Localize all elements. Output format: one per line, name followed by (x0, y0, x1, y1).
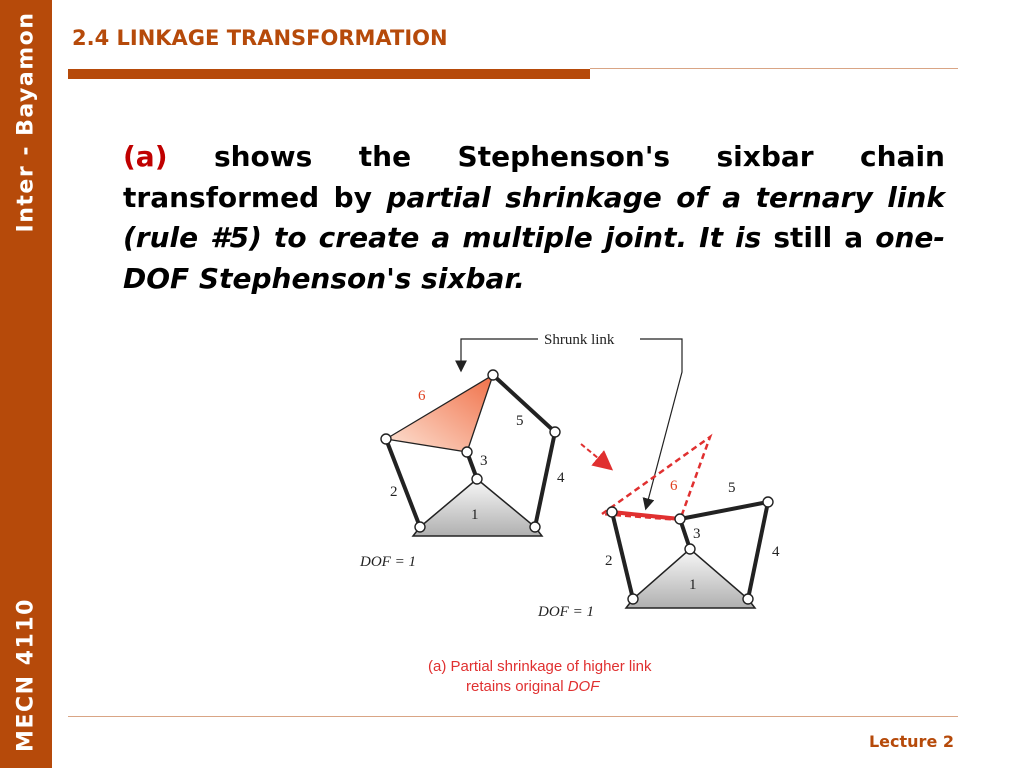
left-label-5: 5 (516, 413, 524, 429)
slide-title: 2.4 LINKAGE TRANSFORMATION (72, 26, 448, 50)
title-underline-rule (590, 68, 958, 69)
diagram-caption-line-2 (466, 678, 600, 695)
linkage-diagram (350, 322, 810, 697)
left-joint (415, 522, 425, 532)
left-joint (462, 447, 472, 457)
right-joint (675, 514, 685, 524)
left-link-4 (535, 432, 555, 527)
right-joint (763, 497, 773, 507)
left-joint (488, 370, 498, 380)
transform-arrow (581, 444, 610, 468)
left-joint (530, 522, 540, 532)
sidebar-institution: Inter - Bayamon (13, 11, 39, 233)
right-joint (607, 507, 617, 517)
title-underline-bar (68, 69, 590, 79)
right-joint (628, 594, 638, 604)
sidebar-course-code: MECN 4110 (13, 598, 39, 752)
figure-label: (a) (123, 140, 168, 173)
left-joint (550, 427, 560, 437)
right-link-5 (680, 502, 768, 519)
right-label-6: 6 (670, 478, 678, 494)
body-text-1: shows the Stephenson's sixbar chain transformed by (123, 140, 945, 214)
diagram-caption-line-1: (a) Partial shrinkage of higher link (428, 658, 652, 675)
body-text-italic-2: one-DOF Stephenson's sixbar. (123, 221, 946, 295)
right-label-4: 4 (772, 544, 780, 560)
left-label-3: 3 (480, 453, 488, 469)
shrunk-arrow-left (461, 339, 538, 370)
right-label-3: 3 (693, 526, 701, 542)
right-label-5: 5 (728, 480, 736, 496)
right-label-1: 1 (689, 577, 697, 593)
footer-lecture: Lecture 2 (868, 732, 954, 751)
caption-line-2-text: retains original (466, 678, 568, 695)
left-label-6: 6 (418, 388, 426, 404)
right-link-6-dashed (602, 437, 710, 520)
left-mechanism (359, 370, 565, 570)
right-label-2: 2 (605, 553, 613, 569)
left-link-6 (386, 375, 493, 452)
shrunk-link-label: Shrunk link (544, 332, 615, 348)
footer-rule (68, 716, 958, 717)
body-text-2: still a (761, 221, 876, 254)
caption-line-2-italic: DOF (567, 678, 600, 695)
left-dof-label: DOF = 1 (360, 554, 416, 570)
left-joint (381, 434, 391, 444)
body-paragraph (123, 137, 945, 299)
left-joint (472, 474, 482, 484)
left-link-2 (386, 439, 420, 527)
sidebar (0, 0, 52, 768)
body-text-italic-1: partial shrinkage of a ternary link (rule #5) to create a multiple joint. It is (123, 180, 945, 254)
right-link-4 (748, 502, 768, 599)
right-dof-label: DOF = 1 (538, 604, 594, 620)
right-mechanism (537, 437, 780, 620)
left-link-5 (493, 375, 555, 432)
left-label-2: 2 (390, 484, 398, 500)
left-label-4: 4 (557, 470, 565, 486)
left-label-1: 1 (471, 507, 479, 523)
right-link-2 (612, 512, 633, 599)
right-joint (685, 544, 695, 554)
right-joint (743, 594, 753, 604)
